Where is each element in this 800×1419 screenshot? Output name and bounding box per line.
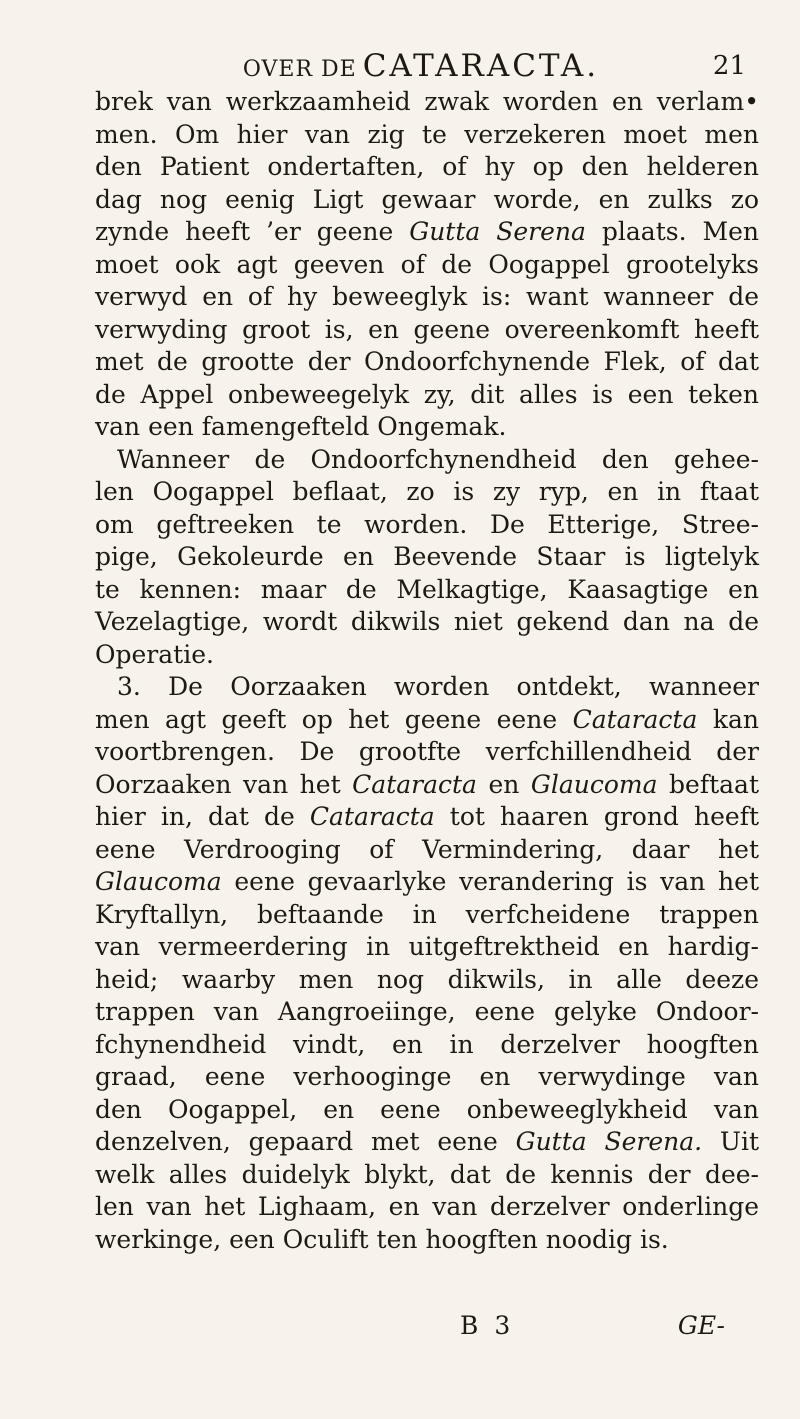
text-run: voortbrengen. De grootfte verfchillendheid der bbox=[95, 737, 759, 766]
italic-term: Cataracta bbox=[572, 704, 698, 734]
text-line bbox=[95, 899, 759, 932]
text-run: welk alles duidelyk blykt, dat de kennis der dee- bbox=[95, 1159, 759, 1189]
text-line bbox=[95, 866, 759, 899]
text-line bbox=[95, 606, 759, 639]
text-run: Kryftallyn, beftaande in verfcheidene trappen bbox=[95, 899, 759, 929]
text-line bbox=[95, 801, 759, 834]
text-line bbox=[95, 671, 759, 704]
text-line bbox=[95, 314, 759, 347]
text-line bbox=[95, 639, 759, 672]
text-line bbox=[95, 119, 759, 152]
text-run: len Oogappel beflaat, zo is zy ryp, en in ftaat bbox=[95, 477, 759, 506]
running-head bbox=[96, 48, 746, 84]
body-text bbox=[95, 86, 759, 1256]
text-line bbox=[95, 834, 759, 867]
italic-term: Gutta Serena bbox=[409, 217, 586, 246]
page-footer bbox=[95, 1310, 759, 1342]
text-line bbox=[95, 281, 759, 314]
text-line bbox=[95, 541, 759, 574]
text-run: hier in, dat de bbox=[95, 802, 310, 831]
text-line bbox=[95, 379, 759, 412]
running-title-main: CATARACTA. bbox=[362, 48, 600, 84]
text-run: zynde heeft ’er geene bbox=[95, 217, 410, 246]
text-line bbox=[95, 736, 759, 769]
text-run: eene Verdrooging of Vermindering, daar het bbox=[95, 834, 759, 864]
text-line bbox=[95, 996, 759, 1029]
text-run: Oorzaaken van het bbox=[95, 769, 353, 799]
italic-term: Cataracta bbox=[352, 769, 477, 799]
italic-term: Cataracta bbox=[309, 802, 435, 831]
text-line bbox=[95, 964, 759, 997]
text-run: Operatie. bbox=[95, 639, 214, 669]
text-run: Wanneer de Ondoorfchynendheid den gehee- bbox=[117, 444, 759, 474]
text-line bbox=[95, 151, 759, 184]
text-run: brek van werkzaamheid zwak worden en verlam• bbox=[95, 87, 759, 116]
text-run: tot haaren grond heeft bbox=[434, 802, 759, 831]
text-run: denzelven, gepaard met eene bbox=[95, 1127, 516, 1156]
text-line bbox=[95, 411, 759, 444]
running-title bbox=[96, 48, 746, 88]
text-run: 3. De Oorzaaken worden ontdekt, wanneer bbox=[117, 672, 759, 701]
text-run: graad, eene verhooginge en verwydinge van bbox=[95, 1062, 759, 1091]
italic-term: Glaucoma bbox=[95, 867, 222, 896]
text-run: de Appel onbeweegelyk zy, dit alles is een teken bbox=[95, 379, 759, 409]
text-line bbox=[95, 704, 759, 737]
text-run: en bbox=[476, 769, 531, 799]
text-run: beftaat bbox=[657, 769, 760, 799]
text-line bbox=[95, 86, 759, 119]
text-run: den Patient ondertaften, of hy op den helderen bbox=[95, 152, 759, 181]
text-run: verwyd en of hy beweeglyk is: want wanneer de bbox=[95, 282, 759, 311]
text-run: Vezelagtige, wordt dikwils niet gekend dan na de bbox=[95, 607, 759, 636]
text-line bbox=[95, 1224, 759, 1257]
text-run: verwyding groot is, en geene overeenkomft heeft bbox=[95, 314, 759, 344]
text-line bbox=[95, 1061, 759, 1094]
text-run: van vermeerdering in uitgeftrektheid en hardig- bbox=[95, 932, 759, 961]
text-run: men. Om hier van zig te verzekeren moet men bbox=[95, 119, 759, 149]
signature-mark: B 3 bbox=[460, 1311, 515, 1340]
text-line bbox=[95, 1159, 759, 1192]
text-line bbox=[95, 1094, 759, 1127]
text-line bbox=[95, 1191, 759, 1224]
text-run: len van het Lighaam, en van derzelver onderlinge bbox=[95, 1192, 759, 1221]
catchword: GE- bbox=[677, 1311, 725, 1340]
text-line bbox=[95, 509, 759, 542]
text-run: pige, Gekoleurde en Beevende Staar is ligtelyk bbox=[95, 542, 759, 571]
running-title-prefix: OVER DE bbox=[242, 57, 357, 82]
text-run: werkinge, een Oculift ten hoogften noodig is. bbox=[95, 1224, 669, 1254]
text-run: fchynendheid vindt, en in derzelver hoogften bbox=[95, 1029, 759, 1059]
text-run: moet ook agt geeven of de Oogappel grootelyks bbox=[95, 249, 759, 279]
text-line bbox=[95, 346, 759, 379]
text-line bbox=[95, 769, 759, 802]
text-line bbox=[95, 476, 759, 509]
text-line bbox=[95, 444, 759, 477]
text-line bbox=[95, 574, 759, 607]
text-run: den Oogappel, en eene onbeweeglykheid van bbox=[95, 1094, 759, 1124]
text-line bbox=[95, 931, 759, 964]
italic-term: Gutta Serena. bbox=[515, 1127, 703, 1156]
text-run: van een famengefteld Ongemak. bbox=[95, 412, 507, 441]
text-line bbox=[95, 216, 759, 249]
text-run: heid; waarby men nog dikwils, in alle deeze bbox=[95, 964, 759, 994]
text-run: met de grootte der Ondoorfchynende Flek, of dat bbox=[95, 347, 759, 376]
page-number: 21 bbox=[712, 51, 746, 81]
text-run: men agt geeft op het geene eene bbox=[95, 704, 573, 734]
text-run: eene gevaarlyke verandering is van het bbox=[221, 867, 759, 896]
text-run: Uit bbox=[702, 1127, 759, 1156]
text-line bbox=[95, 249, 759, 282]
text-line bbox=[95, 184, 759, 217]
text-run: dag nog eenig Ligt gewaar worde, en zulks zo bbox=[95, 184, 759, 214]
text-run: om geftreeken te worden. De Etterige, Stree- bbox=[95, 509, 759, 539]
text-run: te kennen: maar de Melkagtige, Kaasagtige en bbox=[95, 574, 759, 604]
text-run: kan bbox=[697, 704, 759, 734]
italic-term: Glaucoma bbox=[530, 769, 658, 799]
text-run: trappen van Aangroeiinge, eene gelyke Ondoor- bbox=[95, 997, 759, 1026]
text-line bbox=[95, 1029, 759, 1062]
text-line bbox=[95, 1126, 759, 1159]
text-run: plaats. Men bbox=[585, 217, 759, 246]
